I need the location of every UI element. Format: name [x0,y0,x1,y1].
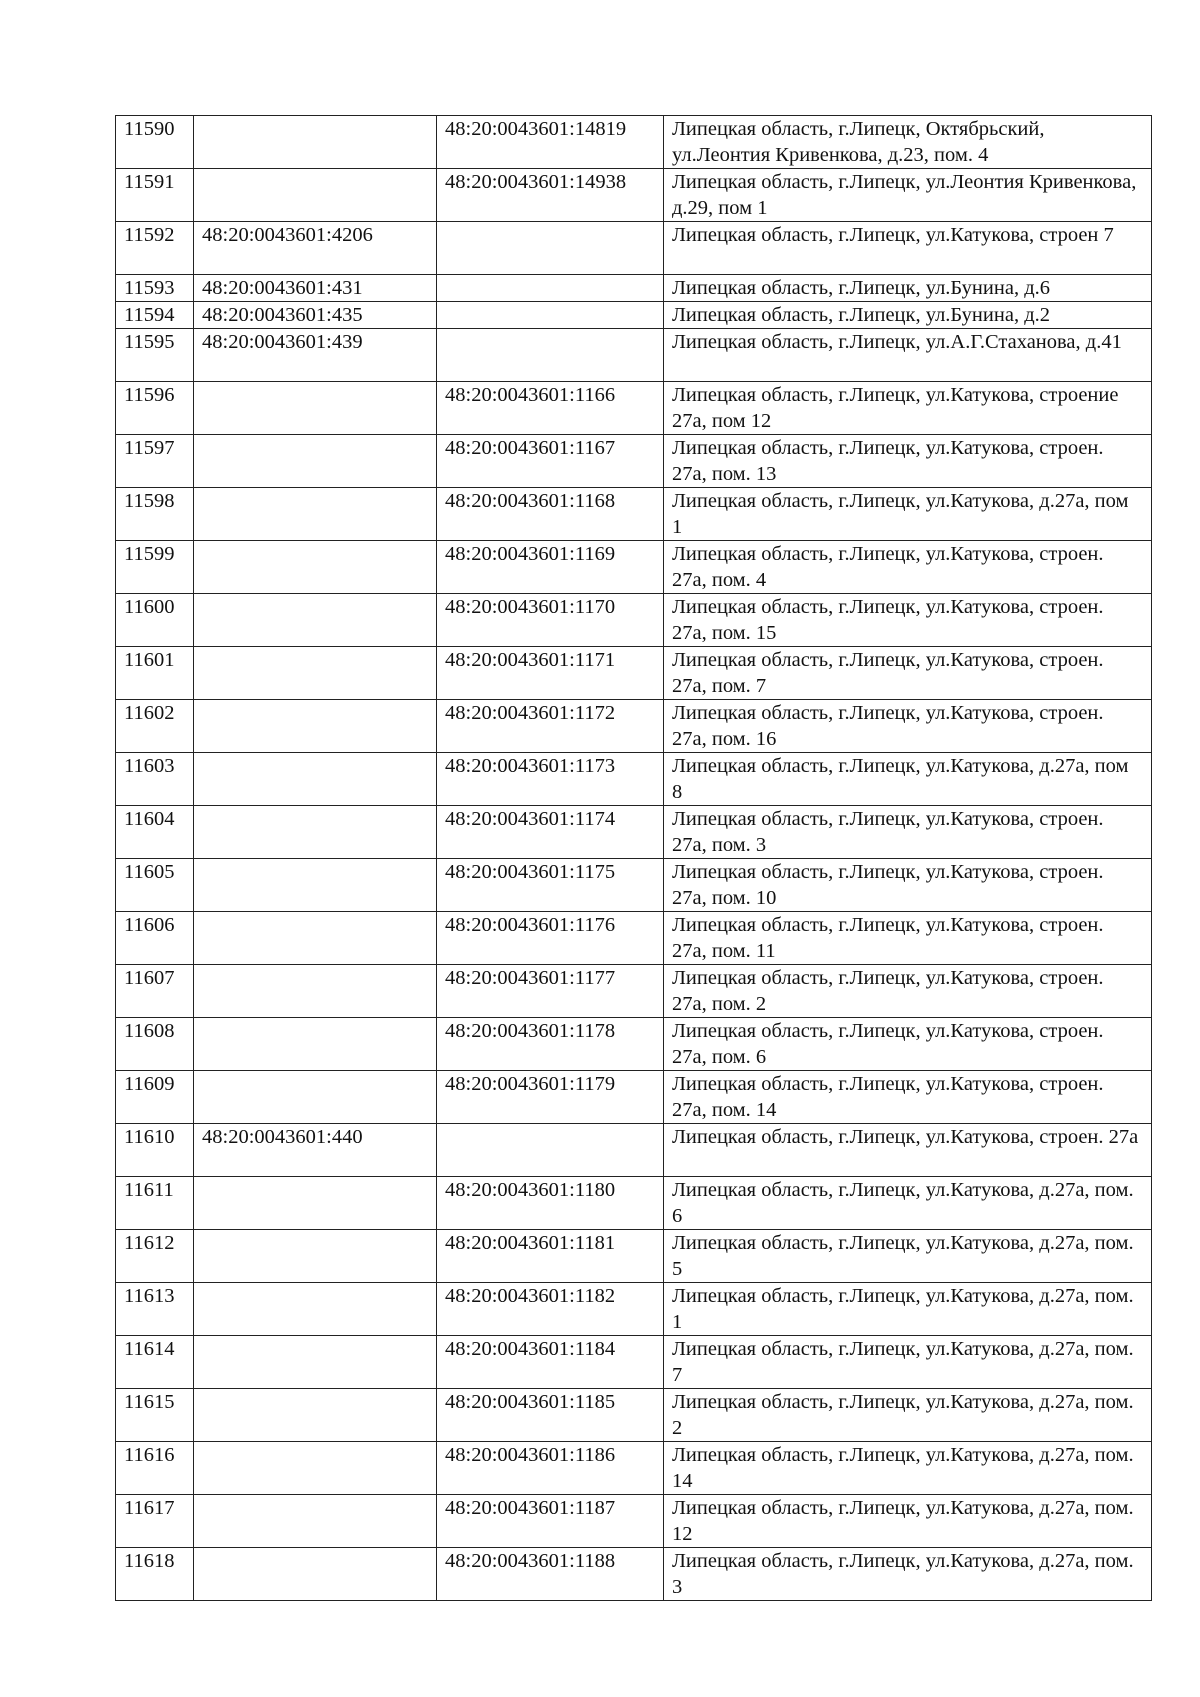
address-cell: Липецкая область, г.Липецк, ул.Катукова, д.27а, пом. 3 [664,1548,1152,1601]
address-cell: Липецкая область, г.Липецк, ул.Катукова, д.27а, пом. 6 [664,1177,1152,1230]
building-cadastral-number-cell [437,1124,664,1177]
address-cell: Липецкая область, г.Липецк, ул.Катукова, строен. 27а, пом. 11 [664,912,1152,965]
building-cadastral-number-cell [437,275,664,302]
building-cadastral-number-cell: 48:20:0043601:1188 [437,1548,664,1601]
address-cell: Липецкая область, г.Липецк, ул.Катукова, строен. 27а, пом. 13 [664,435,1152,488]
address-cell: Липецкая область, г.Липецк, ул.Катукова, строен. 27а, пом. 16 [664,700,1152,753]
land-cadastral-number-cell: 48:20:0043601:440 [194,1124,437,1177]
table-row [116,169,1152,222]
building-cadastral-number-cell: 48:20:0043601:1181 [437,1230,664,1283]
table-row [116,116,1152,169]
row-number-cell: 11599 [116,541,194,594]
table-row [116,329,1152,382]
table-row [116,1124,1152,1177]
building-cadastral-number-cell: 48:20:0043601:1172 [437,700,664,753]
row-number-cell: 11603 [116,753,194,806]
building-cadastral-number-cell [437,329,664,382]
building-cadastral-number-cell: 48:20:0043601:1187 [437,1495,664,1548]
land-cadastral-number-cell: 48:20:0043601:439 [194,329,437,382]
table-row [116,275,1152,302]
address-cell: Липецкая область, г.Липецк, ул.Катукова, строен. 27а, пом. 6 [664,1018,1152,1071]
table-row [116,647,1152,700]
building-cadastral-number-cell: 48:20:0043601:1180 [437,1177,664,1230]
land-cadastral-number-cell [194,1283,437,1336]
row-number-cell: 11601 [116,647,194,700]
row-number-cell: 11608 [116,1018,194,1071]
row-number-cell: 11602 [116,700,194,753]
row-number-cell: 11614 [116,1336,194,1389]
address-cell: Липецкая область, г.Липецк, ул.Катукова, строен. 27а, пом. 15 [664,594,1152,647]
table-row [116,700,1152,753]
row-number-cell: 11609 [116,1071,194,1124]
row-number-cell: 11617 [116,1495,194,1548]
address-cell: Липецкая область, г.Липецк, ул.Катукова, строен. 27а, пом. 14 [664,1071,1152,1124]
address-cell: Липецкая область, г.Липецк, ул.Катукова, строен 7 [664,222,1152,275]
land-cadastral-number-cell [194,912,437,965]
land-cadastral-number-cell [194,488,437,541]
table-row [116,806,1152,859]
row-number-cell: 11597 [116,435,194,488]
building-cadastral-number-cell: 48:20:0043601:1179 [437,1071,664,1124]
table-row [116,1177,1152,1230]
building-cadastral-number-cell: 48:20:0043601:1176 [437,912,664,965]
row-number-cell: 11618 [116,1548,194,1601]
table-row [116,1230,1152,1283]
land-cadastral-number-cell [194,1018,437,1071]
building-cadastral-number-cell: 48:20:0043601:1182 [437,1283,664,1336]
land-cadastral-number-cell [194,859,437,912]
address-cell: Липецкая область, г.Липецк, ул.Катукова, д.27а, пом 1 [664,488,1152,541]
building-cadastral-number-cell: 48:20:0043601:1170 [437,594,664,647]
land-cadastral-number-cell [194,382,437,435]
building-cadastral-number-cell: 48:20:0043601:1169 [437,541,664,594]
address-cell: Липецкая область, г.Липецк, ул.Катукова, д.27а, пом. 14 [664,1442,1152,1495]
address-cell: Липецкая область, г.Липецк, ул.А.Г.Стаханова, д.41 [664,329,1152,382]
table-row [116,965,1152,1018]
address-cell: Липецкая область, г.Липецк, ул.Катукова, строен. 27а, пом. 10 [664,859,1152,912]
address-cell: Липецкая область, г.Липецк, ул.Катукова, д.27а, пом. 1 [664,1283,1152,1336]
row-number-cell: 11592 [116,222,194,275]
address-cell: Липецкая область, г.Липецк, ул.Катукова, строен. 27а, пом. 4 [664,541,1152,594]
property-registry-table [115,115,1152,1601]
table-row [116,1495,1152,1548]
building-cadastral-number-cell: 48:20:0043601:1178 [437,1018,664,1071]
table-row [116,1071,1152,1124]
land-cadastral-number-cell [194,806,437,859]
table-body [116,116,1152,1601]
row-number-cell: 11594 [116,302,194,329]
land-cadastral-number-cell [194,1230,437,1283]
row-number-cell: 11598 [116,488,194,541]
address-cell: Липецкая область, г.Липецк, ул.Катукова, строение 27а, пом 12 [664,382,1152,435]
table-row [116,1018,1152,1071]
land-cadastral-number-cell [194,116,437,169]
land-cadastral-number-cell: 48:20:0043601:431 [194,275,437,302]
table-row [116,382,1152,435]
address-cell: Липецкая область, г.Липецк, ул.Катукова, д.27а, пом. 2 [664,1389,1152,1442]
address-cell: Липецкая область, г.Липецк, ул.Бунина, д.2 [664,302,1152,329]
land-cadastral-number-cell [194,1177,437,1230]
address-cell: Липецкая область, г.Липецк, ул.Леонтия Кривенкова, д.29, пом 1 [664,169,1152,222]
land-cadastral-number-cell [194,1495,437,1548]
building-cadastral-number-cell: 48:20:0043601:1171 [437,647,664,700]
land-cadastral-number-cell [194,1336,437,1389]
building-cadastral-number-cell: 48:20:0043601:14819 [437,116,664,169]
table-row [116,1548,1152,1601]
row-number-cell: 11616 [116,1442,194,1495]
building-cadastral-number-cell: 48:20:0043601:14938 [437,169,664,222]
land-cadastral-number-cell: 48:20:0043601:4206 [194,222,437,275]
address-cell: Липецкая область, г.Липецк, ул.Катукова, д.27а, пом 8 [664,753,1152,806]
address-cell: Липецкая область, г.Липецк, ул.Катукова, строен. 27а, пом. 7 [664,647,1152,700]
building-cadastral-number-cell [437,222,664,275]
land-cadastral-number-cell [194,965,437,1018]
row-number-cell: 11593 [116,275,194,302]
building-cadastral-number-cell: 48:20:0043601:1177 [437,965,664,1018]
row-number-cell: 11615 [116,1389,194,1442]
building-cadastral-number-cell: 48:20:0043601:1184 [437,1336,664,1389]
land-cadastral-number-cell [194,700,437,753]
table-row [116,912,1152,965]
address-cell: Липецкая область, г.Липецк, ул.Катукова, строен. 27а [664,1124,1152,1177]
table-row [116,302,1152,329]
land-cadastral-number-cell [194,541,437,594]
land-cadastral-number-cell [194,753,437,806]
building-cadastral-number-cell: 48:20:0043601:1166 [437,382,664,435]
address-cell: Липецкая область, г.Липецк, ул.Катукова, строен. 27а, пом. 3 [664,806,1152,859]
table-row [116,488,1152,541]
row-number-cell: 11590 [116,116,194,169]
table-row [116,222,1152,275]
table-row [116,859,1152,912]
building-cadastral-number-cell [437,302,664,329]
table-row [116,594,1152,647]
land-cadastral-number-cell [194,1071,437,1124]
land-cadastral-number-cell [194,435,437,488]
row-number-cell: 11611 [116,1177,194,1230]
land-cadastral-number-cell [194,647,437,700]
building-cadastral-number-cell: 48:20:0043601:1175 [437,859,664,912]
row-number-cell: 11595 [116,329,194,382]
table-row [116,541,1152,594]
building-cadastral-number-cell: 48:20:0043601:1168 [437,488,664,541]
land-cadastral-number-cell [194,1389,437,1442]
building-cadastral-number-cell: 48:20:0043601:1185 [437,1389,664,1442]
address-cell: Липецкая область, г.Липецк, ул.Бунина, д.6 [664,275,1152,302]
building-cadastral-number-cell: 48:20:0043601:1167 [437,435,664,488]
table-row [116,435,1152,488]
row-number-cell: 11612 [116,1230,194,1283]
table-row [116,1442,1152,1495]
address-cell: Липецкая область, г.Липецк, ул.Катукова, д.27а, пом. 12 [664,1495,1152,1548]
row-number-cell: 11610 [116,1124,194,1177]
table-row [116,753,1152,806]
land-cadastral-number-cell [194,594,437,647]
address-cell: Липецкая область, г.Липецк, ул.Катукова, строен. 27а, пом. 2 [664,965,1152,1018]
row-number-cell: 11596 [116,382,194,435]
land-cadastral-number-cell: 48:20:0043601:435 [194,302,437,329]
row-number-cell: 11605 [116,859,194,912]
land-cadastral-number-cell [194,1548,437,1601]
building-cadastral-number-cell: 48:20:0043601:1186 [437,1442,664,1495]
row-number-cell: 11613 [116,1283,194,1336]
address-cell: Липецкая область, г.Липецк, Октябрьский, ул.Леонтия Кривенкова, д.23, пом. 4 [664,116,1152,169]
table-row [116,1283,1152,1336]
land-cadastral-number-cell [194,169,437,222]
row-number-cell: 11606 [116,912,194,965]
address-cell: Липецкая область, г.Липецк, ул.Катукова, д.27а, пом. 5 [664,1230,1152,1283]
address-cell: Липецкая область, г.Липецк, ул.Катукова, д.27а, пом. 7 [664,1336,1152,1389]
table-row [116,1389,1152,1442]
table-row [116,1336,1152,1389]
row-number-cell: 11600 [116,594,194,647]
land-cadastral-number-cell [194,1442,437,1495]
row-number-cell: 11607 [116,965,194,1018]
building-cadastral-number-cell: 48:20:0043601:1174 [437,806,664,859]
row-number-cell: 11604 [116,806,194,859]
building-cadastral-number-cell: 48:20:0043601:1173 [437,753,664,806]
row-number-cell: 11591 [116,169,194,222]
